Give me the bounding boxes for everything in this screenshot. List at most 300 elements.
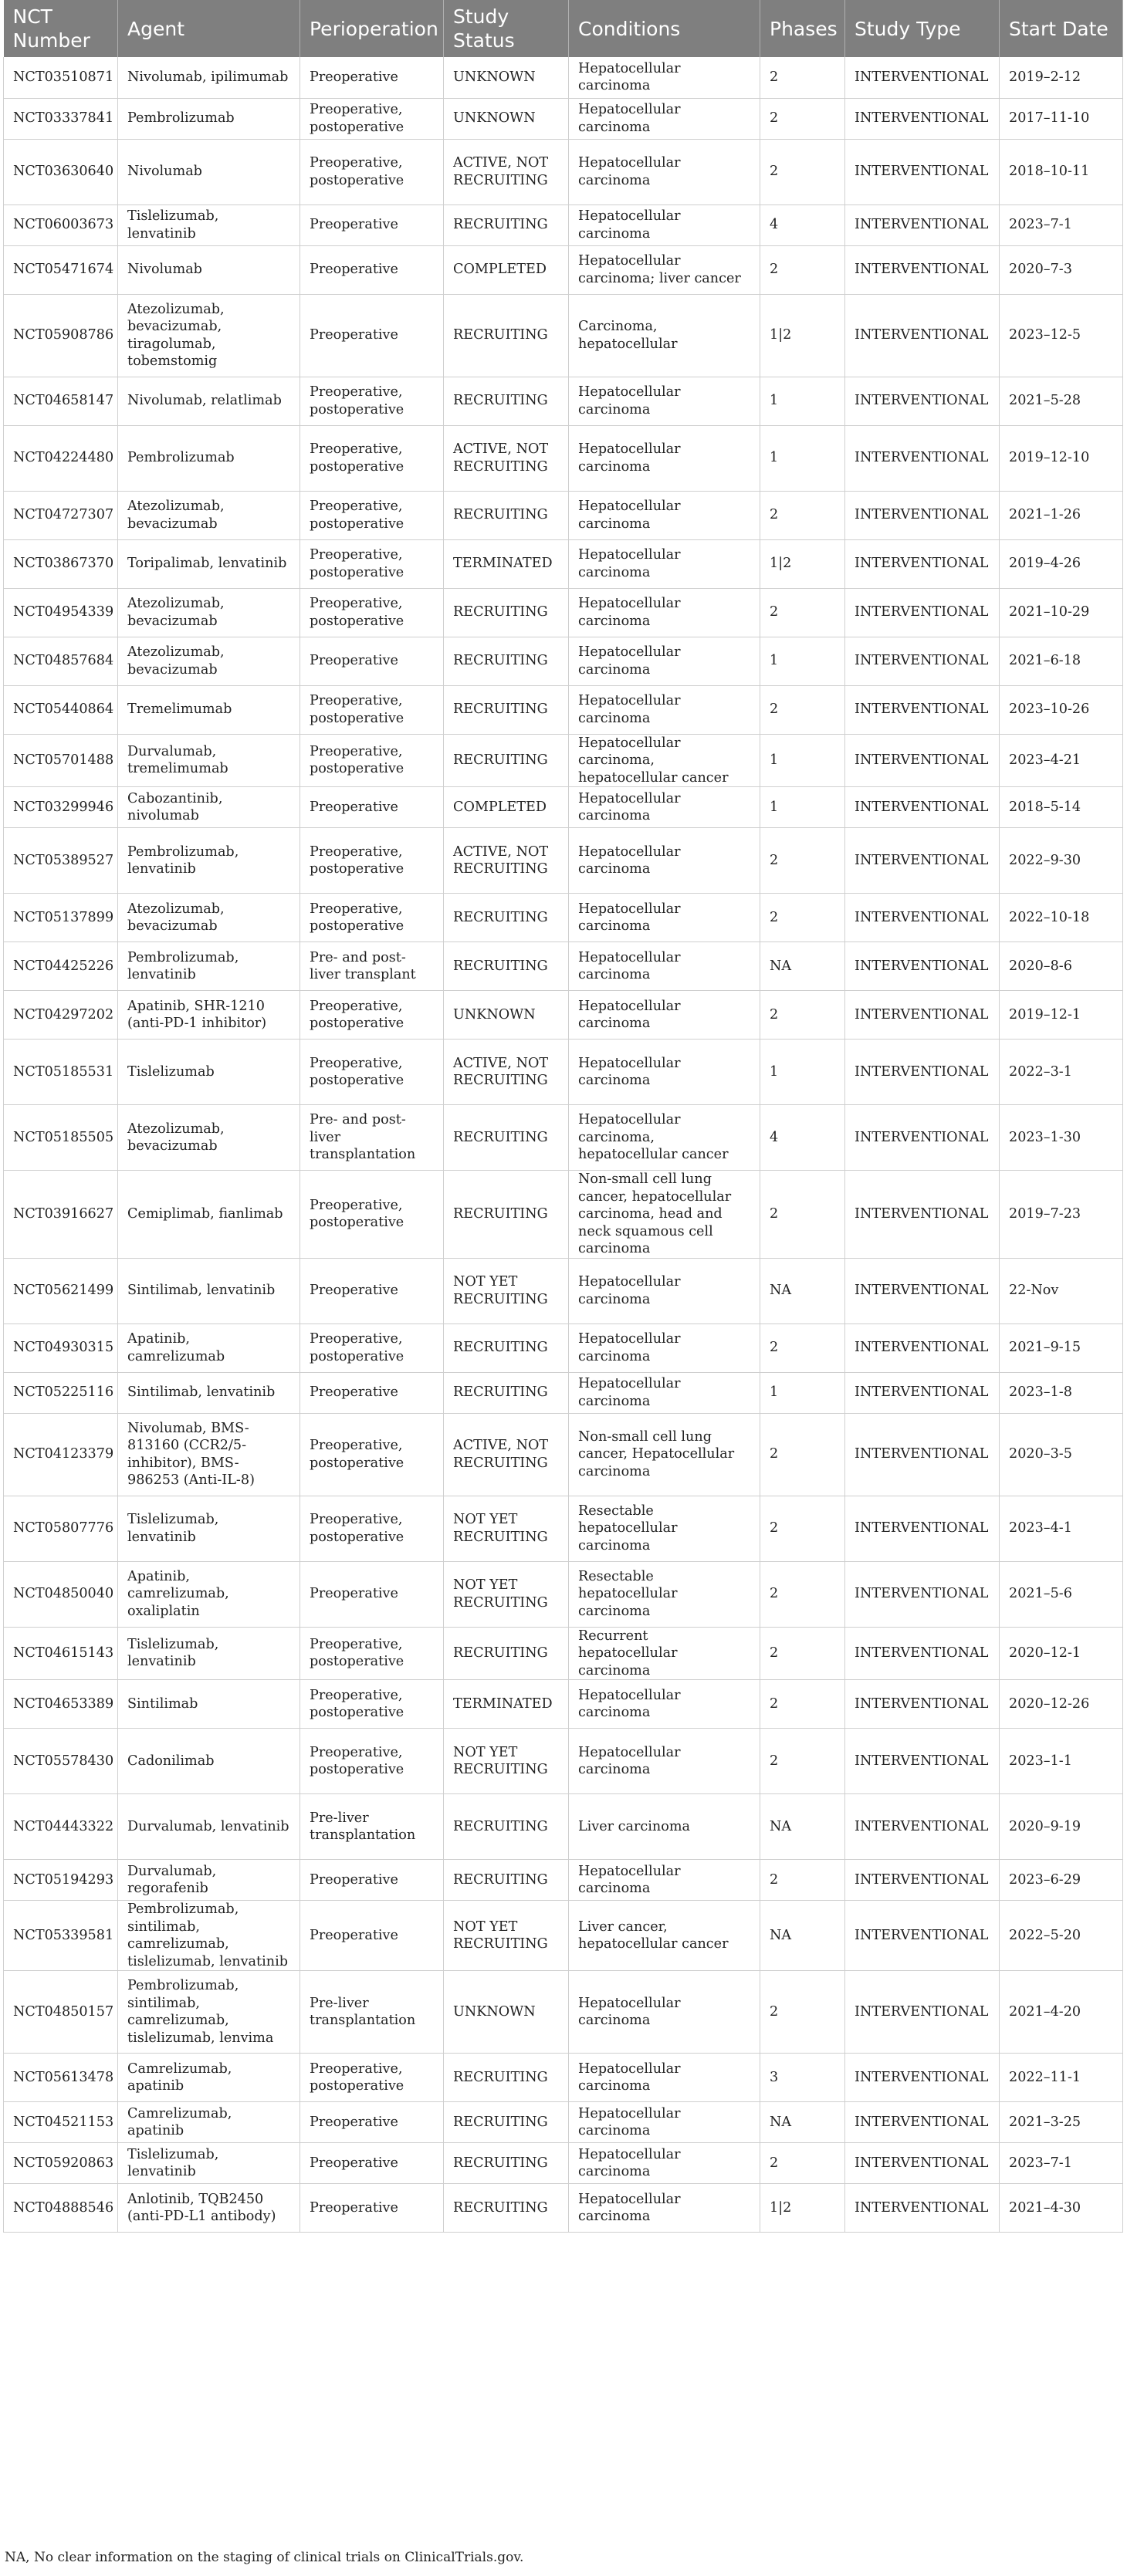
nct-number-cell: NCT04658147 (4, 377, 118, 425)
study-type-cell: INTERVENTIONAL (845, 1627, 1000, 1680)
table-row (4, 1413, 1123, 1496)
study-status-cell: RECRUITING (444, 2143, 569, 2184)
start-date-cell: 2021–4-30 (1000, 2184, 1123, 2233)
phases-cell: NA (760, 1901, 845, 1971)
perioperation-cell: Preoperative, postoperative (300, 1729, 444, 1794)
header-agent: Agent (118, 0, 300, 57)
conditions-cell: Hepatocellular carcinoma; liver cancer (569, 245, 760, 294)
nct-number-cell: NCT05440864 (4, 685, 118, 734)
table-row (4, 991, 1123, 1040)
agent-cell: Atezolizumab, bevacizumab (118, 1105, 300, 1171)
phases-cell: 2 (760, 139, 845, 205)
start-date-cell: 2022–10-18 (1000, 894, 1123, 942)
start-date-cell: 2022–5-20 (1000, 1901, 1123, 1971)
phases-cell: 1 (760, 1372, 845, 1413)
conditions-cell: Hepatocellular carcinoma (569, 57, 760, 98)
study-status-cell: RECRUITING (444, 1372, 569, 1413)
agent-cell: Durvalumab, regorafenib (118, 1860, 300, 1901)
conditions-cell: Recurrent hepatocellular carcinoma (569, 1627, 760, 1680)
study-type-cell: INTERVENTIONAL (845, 205, 1000, 245)
study-status-cell: RECRUITING (444, 491, 569, 539)
phases-cell: NA (760, 1794, 845, 1860)
phases-cell: 2 (760, 1729, 845, 1794)
study-status-cell: NOT YET RECRUITING (444, 1561, 569, 1627)
conditions-cell: Liver carcinoma (569, 1794, 760, 1860)
perioperation-cell: Preoperative (300, 1860, 444, 1901)
study-status-cell: NOT YET RECRUITING (444, 1258, 569, 1323)
agent-cell: Nivolumab, BMS-813160 (CCR2/5-inhibitor), BMS-986253 (Anti-IL-8) (118, 1413, 300, 1496)
study-type-cell: INTERVENTIONAL (845, 685, 1000, 734)
perioperation-cell: Preoperative, postoperative (300, 377, 444, 425)
table-row (4, 139, 1123, 205)
table-row (4, 205, 1123, 245)
header-perioperation: Perioperation (300, 0, 444, 57)
header-study-status: Study Status (444, 0, 569, 57)
table-row (4, 57, 1123, 98)
phases-cell: 4 (760, 205, 845, 245)
nct-number-cell: NCT03630640 (4, 139, 118, 205)
phases-cell: 2 (760, 1971, 845, 2054)
start-date-cell: 2021–9-15 (1000, 1323, 1123, 1372)
agent-cell: Camrelizumab, apatinib (118, 2054, 300, 2102)
phases-cell: 2 (760, 57, 845, 98)
perioperation-cell: Preoperative (300, 1258, 444, 1323)
study-status-cell: ACTIVE, NOT RECRUITING (444, 1413, 569, 1496)
study-status-cell: RECRUITING (444, 1860, 569, 1901)
nct-number-cell: NCT04443322 (4, 1794, 118, 1860)
nct-number-cell: NCT04888546 (4, 2184, 118, 2233)
study-status-cell: UNKNOWN (444, 57, 569, 98)
nct-number-cell: NCT04653389 (4, 1680, 118, 1729)
conditions-cell: Hepatocellular carcinoma, hepatocellular cancer (569, 1105, 760, 1171)
perioperation-cell: Preoperative, postoperative (300, 1413, 444, 1496)
conditions-cell: Hepatocellular carcinoma (569, 991, 760, 1040)
study-status-cell: RECRUITING (444, 637, 569, 685)
study-status-cell: RECRUITING (444, 942, 569, 991)
start-date-cell: 2021–1-26 (1000, 491, 1123, 539)
study-status-cell: NOT YET RECRUITING (444, 1496, 569, 1561)
conditions-cell: Hepatocellular carcinoma (569, 828, 760, 894)
phases-cell: NA (760, 2102, 845, 2143)
phases-cell: 2 (760, 828, 845, 894)
study-type-cell: INTERVENTIONAL (845, 734, 1000, 787)
study-type-cell: INTERVENTIONAL (845, 1794, 1000, 1860)
agent-cell: Tislelizumab, lenvatinib (118, 205, 300, 245)
phases-cell: 1 (760, 425, 845, 491)
conditions-cell: Hepatocellular carcinoma (569, 139, 760, 205)
nct-number-cell: NCT05185505 (4, 1105, 118, 1171)
study-type-cell: INTERVENTIONAL (845, 894, 1000, 942)
study-status-cell: ACTIVE, NOT RECRUITING (444, 828, 569, 894)
nct-number-cell: NCT06003673 (4, 205, 118, 245)
perioperation-cell: Preoperative, postoperative (300, 2054, 444, 2102)
start-date-cell: 2023–4-1 (1000, 1496, 1123, 1561)
study-type-cell: INTERVENTIONAL (845, 1413, 1000, 1496)
table-row (4, 1561, 1123, 1627)
table-row (4, 1105, 1123, 1171)
conditions-cell: Hepatocellular carcinoma (569, 377, 760, 425)
study-type-cell: INTERVENTIONAL (845, 139, 1000, 205)
study-type-cell: INTERVENTIONAL (845, 2102, 1000, 2143)
header-start-date: Start Date (1000, 0, 1123, 57)
conditions-cell: Hepatocellular carcinoma (569, 425, 760, 491)
nct-number-cell: NCT03299946 (4, 787, 118, 828)
perioperation-cell: Preoperative, postoperative (300, 1323, 444, 1372)
nct-number-cell: NCT05185531 (4, 1040, 118, 1105)
table-row (4, 1729, 1123, 1794)
table-row (4, 2102, 1123, 2143)
start-date-cell: 2021–6-18 (1000, 637, 1123, 685)
conditions-cell: Hepatocellular carcinoma (569, 2184, 760, 2233)
conditions-cell: Hepatocellular carcinoma (569, 491, 760, 539)
perioperation-cell: Preoperative, postoperative (300, 425, 444, 491)
nct-number-cell: NCT05701488 (4, 734, 118, 787)
conditions-cell: Hepatocellular carcinoma (569, 894, 760, 942)
phases-cell: 1 (760, 637, 845, 685)
study-type-cell: INTERVENTIONAL (845, 787, 1000, 828)
start-date-cell: 2018–10-11 (1000, 139, 1123, 205)
phases-cell: 2 (760, 1413, 845, 1496)
phases-cell: 2 (760, 588, 845, 637)
study-type-cell: INTERVENTIONAL (845, 1496, 1000, 1561)
table-row (4, 942, 1123, 991)
table-footnote: NA, No clear information on the staging of clinical trials on ClinicalTrials.gov. (5, 2550, 524, 2565)
conditions-cell: Liver cancer, hepatocellular cancer (569, 1901, 760, 1971)
start-date-cell: 2023–1-30 (1000, 1105, 1123, 1171)
study-status-cell: UNKNOWN (444, 98, 569, 139)
nct-number-cell: NCT04850157 (4, 1971, 118, 2054)
start-date-cell: 2020–7-3 (1000, 245, 1123, 294)
start-date-cell: 2022–3-1 (1000, 1040, 1123, 1105)
nct-number-cell: NCT05194293 (4, 1860, 118, 1901)
study-type-cell: INTERVENTIONAL (845, 1105, 1000, 1171)
conditions-cell: Non-small cell lung cancer, Hepatocellular carcinoma (569, 1413, 760, 1496)
perioperation-cell: Preoperative (300, 787, 444, 828)
study-status-cell: UNKNOWN (444, 1971, 569, 2054)
table-row (4, 1860, 1123, 1901)
table-row (4, 2184, 1123, 2233)
conditions-cell: Hepatocellular carcinoma (569, 637, 760, 685)
agent-cell: Tislelizumab (118, 1040, 300, 1105)
agent-cell: Pembrolizumab, lenvatinib (118, 828, 300, 894)
perioperation-cell: Pre-liver transplantation (300, 1794, 444, 1860)
agent-cell: Toripalimab, lenvatinib (118, 539, 300, 588)
nct-number-cell: NCT03510871 (4, 57, 118, 98)
agent-cell: Atezolizumab, bevacizumab (118, 491, 300, 539)
start-date-cell: 2021–3-25 (1000, 2102, 1123, 2143)
nct-number-cell: NCT05339581 (4, 1901, 118, 1971)
study-type-cell: INTERVENTIONAL (845, 942, 1000, 991)
nct-number-cell: NCT05920863 (4, 2143, 118, 2184)
perioperation-cell: Preoperative (300, 294, 444, 377)
header-conditions: Conditions (569, 0, 760, 57)
nct-number-cell: NCT04727307 (4, 491, 118, 539)
nct-number-cell: NCT04930315 (4, 1323, 118, 1372)
nct-number-cell: NCT03916627 (4, 1171, 118, 1259)
phases-cell: 2 (760, 1561, 845, 1627)
conditions-cell: Hepatocellular carcinoma (569, 685, 760, 734)
phases-cell: 2 (760, 685, 845, 734)
perioperation-cell: Preoperative, postoperative (300, 491, 444, 539)
start-date-cell: 2019–12-1 (1000, 991, 1123, 1040)
agent-cell: Pembrolizumab, sintilimab, camrelizumab, tislelizumab, lenvima (118, 1971, 300, 2054)
study-status-cell: RECRUITING (444, 1171, 569, 1259)
nct-number-cell: NCT04615143 (4, 1627, 118, 1680)
study-status-cell: ACTIVE, NOT RECRUITING (444, 139, 569, 205)
table-row (4, 1372, 1123, 1413)
agent-cell: Tislelizumab, lenvatinib (118, 1496, 300, 1561)
table-row (4, 1496, 1123, 1561)
phases-cell: 4 (760, 1105, 845, 1171)
agent-cell: Tislelizumab, lenvatinib (118, 2143, 300, 2184)
perioperation-cell: Preoperative, postoperative (300, 894, 444, 942)
table-row (4, 539, 1123, 588)
conditions-cell: Carcinoma, hepatocellular (569, 294, 760, 377)
table-row (4, 294, 1123, 377)
perioperation-cell: Preoperative, postoperative (300, 991, 444, 1040)
study-type-cell: INTERVENTIONAL (845, 425, 1000, 491)
study-status-cell: RECRUITING (444, 2054, 569, 2102)
table-row (4, 685, 1123, 734)
study-type-cell: INTERVENTIONAL (845, 588, 1000, 637)
start-date-cell: 2019–4-26 (1000, 539, 1123, 588)
table-row (4, 787, 1123, 828)
study-type-cell: INTERVENTIONAL (845, 245, 1000, 294)
table-row (4, 588, 1123, 637)
agent-cell: Pembrolizumab, lenvatinib (118, 942, 300, 991)
phases-cell: 2 (760, 894, 845, 942)
table-row (4, 1680, 1123, 1729)
perioperation-cell: Preoperative, postoperative (300, 539, 444, 588)
perioperation-cell: Preoperative, postoperative (300, 828, 444, 894)
start-date-cell: 2017–11-10 (1000, 98, 1123, 139)
study-type-cell: INTERVENTIONAL (845, 1040, 1000, 1105)
study-type-cell: INTERVENTIONAL (845, 57, 1000, 98)
phases-cell: 1 (760, 377, 845, 425)
agent-cell: Cabozantinib, nivolumab (118, 787, 300, 828)
table-row (4, 1794, 1123, 1860)
study-status-cell: COMPLETED (444, 787, 569, 828)
nct-number-cell: NCT05621499 (4, 1258, 118, 1323)
start-date-cell: 2020–8-6 (1000, 942, 1123, 991)
start-date-cell: 2021–10-29 (1000, 588, 1123, 637)
study-type-cell: INTERVENTIONAL (845, 1171, 1000, 1259)
header-phases: Phases (760, 0, 845, 57)
agent-cell: Sintilimab, lenvatinib (118, 1258, 300, 1323)
nct-number-cell: NCT04521153 (4, 2102, 118, 2143)
perioperation-cell: Preoperative, postoperative (300, 1171, 444, 1259)
table-row (4, 734, 1123, 787)
study-type-cell: INTERVENTIONAL (845, 1680, 1000, 1729)
header-row (4, 0, 1123, 57)
agent-cell: Pembrolizumab (118, 425, 300, 491)
header-nct-number: NCT Number (4, 0, 118, 57)
agent-cell: Atezolizumab, bevacizumab (118, 588, 300, 637)
study-type-cell: INTERVENTIONAL (845, 1860, 1000, 1901)
conditions-cell: Hepatocellular carcinoma (569, 539, 760, 588)
start-date-cell: 2023–12-5 (1000, 294, 1123, 377)
agent-cell: Atezolizumab, bevacizumab (118, 637, 300, 685)
study-type-cell: INTERVENTIONAL (845, 539, 1000, 588)
study-type-cell: INTERVENTIONAL (845, 2184, 1000, 2233)
table-row (4, 1627, 1123, 1680)
start-date-cell: 2019–2-12 (1000, 57, 1123, 98)
nct-number-cell: NCT05908786 (4, 294, 118, 377)
table-row (4, 828, 1123, 894)
nct-number-cell: NCT03337841 (4, 98, 118, 139)
study-status-cell: ACTIVE, NOT RECRUITING (444, 425, 569, 491)
study-status-cell: RECRUITING (444, 894, 569, 942)
study-type-cell: INTERVENTIONAL (845, 1561, 1000, 1627)
perioperation-cell: Preoperative, postoperative (300, 98, 444, 139)
nct-number-cell: NCT05807776 (4, 1496, 118, 1561)
table-row (4, 637, 1123, 685)
conditions-cell: Resectable hepatocellular carcinoma (569, 1496, 760, 1561)
agent-cell: Cemiplimab, fianlimab (118, 1171, 300, 1259)
perioperation-cell: Preoperative (300, 1901, 444, 1971)
study-status-cell: NOT YET RECRUITING (444, 1901, 569, 1971)
study-status-cell: RECRUITING (444, 588, 569, 637)
nct-number-cell: NCT04425226 (4, 942, 118, 991)
perioperation-cell: Preoperative, postoperative (300, 1040, 444, 1105)
study-status-cell: RECRUITING (444, 734, 569, 787)
agent-cell: Pembrolizumab (118, 98, 300, 139)
phases-cell: 1 (760, 734, 845, 787)
start-date-cell: 2023–10-26 (1000, 685, 1123, 734)
perioperation-cell: Preoperative (300, 57, 444, 98)
nct-number-cell: NCT05137899 (4, 894, 118, 942)
start-date-cell: 2023–6-29 (1000, 1860, 1123, 1901)
perioperation-cell: Preoperative, postoperative (300, 734, 444, 787)
agent-cell: Nivolumab, relatlimab (118, 377, 300, 425)
perioperation-cell: Preoperative (300, 2184, 444, 2233)
perioperation-cell: Preoperative (300, 205, 444, 245)
study-status-cell: COMPLETED (444, 245, 569, 294)
study-status-cell: TERMINATED (444, 1680, 569, 1729)
conditions-cell: Hepatocellular carcinoma (569, 205, 760, 245)
perioperation-cell: Pre- and post-liver transplant (300, 942, 444, 991)
nct-number-cell: NCT05225116 (4, 1372, 118, 1413)
study-status-cell: RECRUITING (444, 685, 569, 734)
study-type-cell: INTERVENTIONAL (845, 1971, 1000, 2054)
start-date-cell: 2023–1-1 (1000, 1729, 1123, 1794)
study-type-cell: INTERVENTIONAL (845, 1258, 1000, 1323)
nct-number-cell: NCT05613478 (4, 2054, 118, 2102)
nct-number-cell: NCT05578430 (4, 1729, 118, 1794)
perioperation-cell: Preoperative (300, 1372, 444, 1413)
phases-cell: 2 (760, 1680, 845, 1729)
agent-cell: Durvalumab, lenvatinib (118, 1794, 300, 1860)
conditions-cell: Hepatocellular carcinoma (569, 2054, 760, 2102)
nct-number-cell: NCT04857684 (4, 637, 118, 685)
study-status-cell: RECRUITING (444, 377, 569, 425)
table-row (4, 1901, 1123, 1971)
perioperation-cell: Preoperative (300, 245, 444, 294)
conditions-cell: Hepatocellular carcinoma (569, 1729, 760, 1794)
table-body (4, 57, 1123, 2233)
study-type-cell: INTERVENTIONAL (845, 491, 1000, 539)
study-type-cell: INTERVENTIONAL (845, 2143, 1000, 2184)
agent-cell: Sintilimab (118, 1680, 300, 1729)
study-status-cell: RECRUITING (444, 205, 569, 245)
study-type-cell: INTERVENTIONAL (845, 1901, 1000, 1971)
phases-cell: 2 (760, 245, 845, 294)
start-date-cell: 2020–3-5 (1000, 1413, 1123, 1496)
start-date-cell: 2019–12-10 (1000, 425, 1123, 491)
study-type-cell: INTERVENTIONAL (845, 2054, 1000, 2102)
perioperation-cell: Preoperative, postoperative (300, 685, 444, 734)
agent-cell: Apatinib, camrelizumab (118, 1323, 300, 1372)
phases-cell: NA (760, 942, 845, 991)
clinical-trials-table (3, 0, 1123, 2233)
study-type-cell: INTERVENTIONAL (845, 1729, 1000, 1794)
agent-cell: Atezolizumab, bevacizumab (118, 894, 300, 942)
study-status-cell: RECRUITING (444, 1323, 569, 1372)
start-date-cell: 2023–7-1 (1000, 205, 1123, 245)
start-date-cell: 2021–5-28 (1000, 377, 1123, 425)
nct-number-cell: NCT05389527 (4, 828, 118, 894)
study-type-cell: INTERVENTIONAL (845, 377, 1000, 425)
conditions-cell: Resectable hepatocellular carcinoma (569, 1561, 760, 1627)
agent-cell: Nivolumab (118, 139, 300, 205)
perioperation-cell: Pre-liver transplantation (300, 1971, 444, 2054)
nct-number-cell: NCT05471674 (4, 245, 118, 294)
study-type-cell: INTERVENTIONAL (845, 991, 1000, 1040)
start-date-cell: 2021–5-6 (1000, 1561, 1123, 1627)
table-row (4, 894, 1123, 942)
agent-cell: Cadonilimab (118, 1729, 300, 1794)
table-row (4, 425, 1123, 491)
conditions-cell: Hepatocellular carcinoma (569, 1372, 760, 1413)
perioperation-cell: Preoperative, postoperative (300, 1627, 444, 1680)
table-row (4, 98, 1123, 139)
start-date-cell: 2020–12-26 (1000, 1680, 1123, 1729)
conditions-cell: Hepatocellular carcinoma (569, 1040, 760, 1105)
agent-cell: Nivolumab (118, 245, 300, 294)
study-status-cell: RECRUITING (444, 2184, 569, 2233)
start-date-cell: 2018–5-14 (1000, 787, 1123, 828)
conditions-cell: Hepatocellular carcinoma (569, 1323, 760, 1372)
nct-number-cell: NCT04850040 (4, 1561, 118, 1627)
study-type-cell: INTERVENTIONAL (845, 98, 1000, 139)
phases-cell: 2 (760, 491, 845, 539)
perioperation-cell: Preoperative (300, 1561, 444, 1627)
phases-cell: 2 (760, 98, 845, 139)
start-date-cell: 2022–9-30 (1000, 828, 1123, 894)
study-type-cell: INTERVENTIONAL (845, 1372, 1000, 1413)
phases-cell: 1 (760, 787, 845, 828)
agent-cell: Nivolumab, ipilimumab (118, 57, 300, 98)
conditions-cell: Hepatocellular carcinoma (569, 1680, 760, 1729)
conditions-cell: Hepatocellular carcinoma (569, 1971, 760, 2054)
agent-cell: Camrelizumab, apatinib (118, 2102, 300, 2143)
nct-number-cell: NCT04224480 (4, 425, 118, 491)
start-date-cell: 2023–7-1 (1000, 2143, 1123, 2184)
conditions-cell: Hepatocellular carcinoma (569, 98, 760, 139)
table-row (4, 1971, 1123, 2054)
table-row (4, 2143, 1123, 2184)
study-status-cell: RECRUITING (444, 1105, 569, 1171)
table-row (4, 1171, 1123, 1259)
start-date-cell: 2020–12-1 (1000, 1627, 1123, 1680)
phases-cell: 2 (760, 991, 845, 1040)
agent-cell: Apatinib, camrelizumab, oxaliplatin (118, 1561, 300, 1627)
table-row (4, 2054, 1123, 2102)
nct-number-cell: NCT04297202 (4, 991, 118, 1040)
agent-cell: Tislelizumab, lenvatinib (118, 1627, 300, 1680)
table-row (4, 1040, 1123, 1105)
study-type-cell: INTERVENTIONAL (845, 1323, 1000, 1372)
